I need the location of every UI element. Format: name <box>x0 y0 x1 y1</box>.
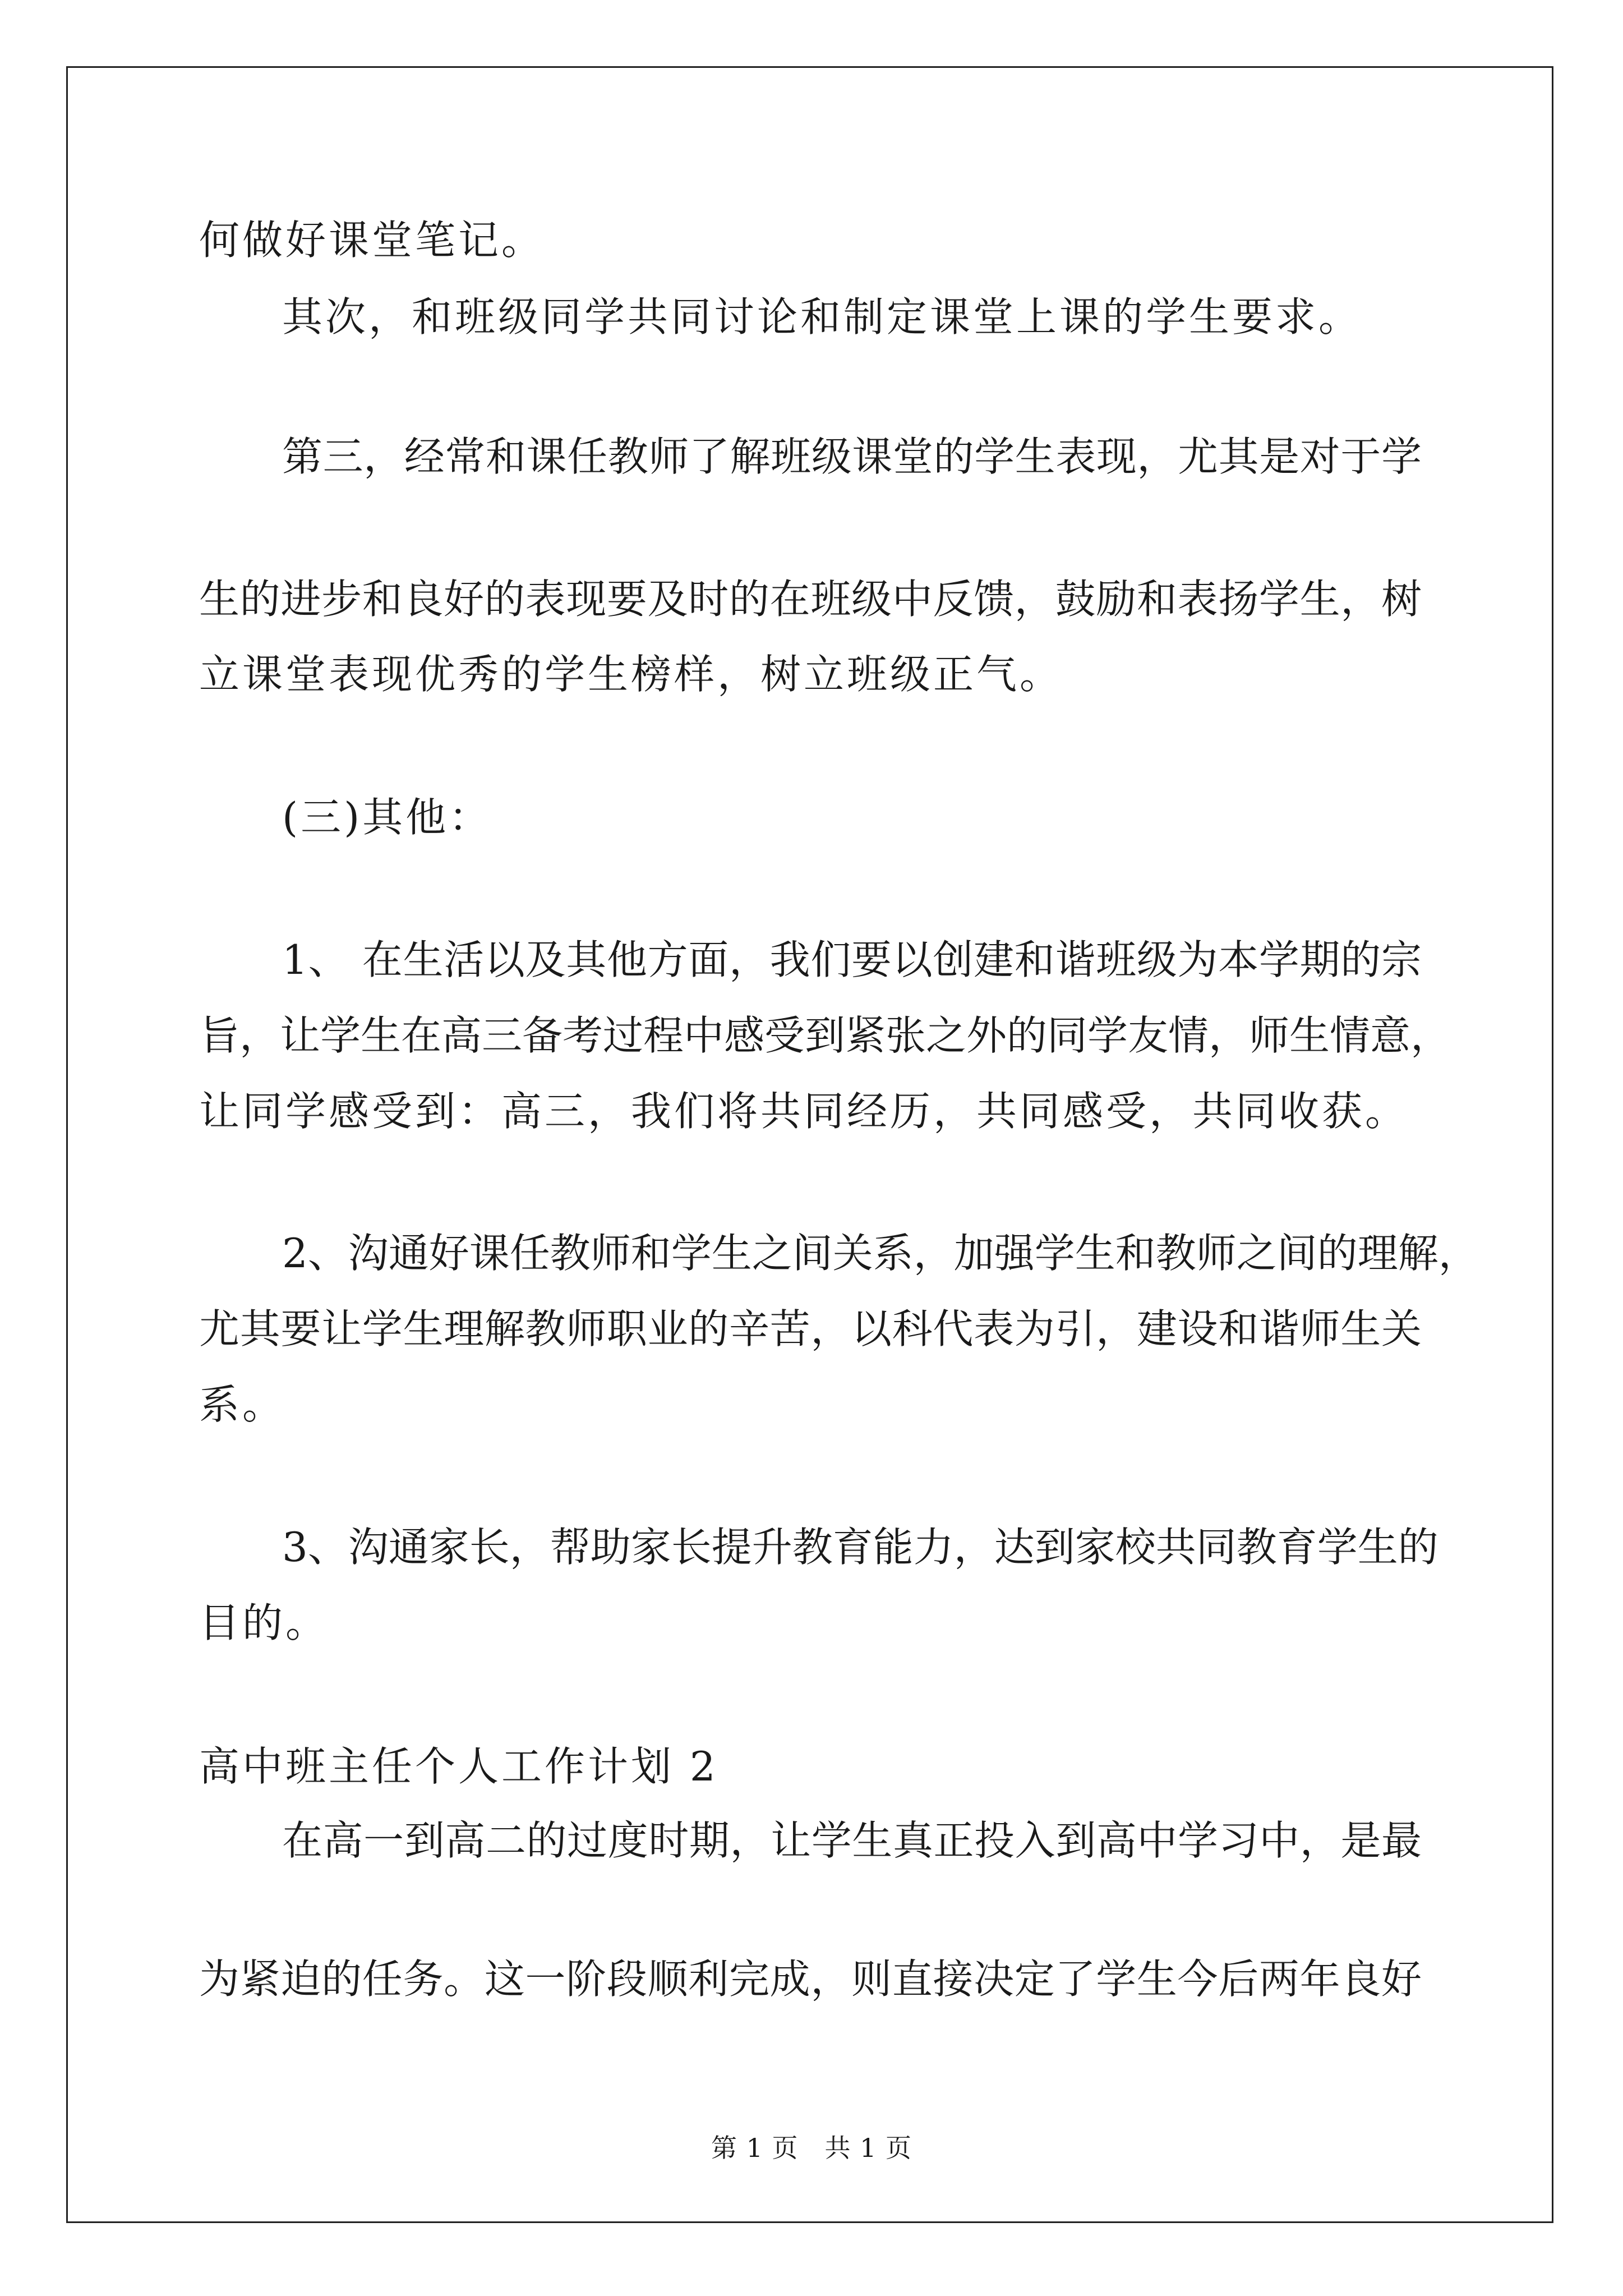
text-line: 让同学感受到：高三，我们将共同经历，共同感受，共同收获。 <box>199 1088 1409 1135</box>
text-line: 3、沟通家长，帮助家长提升教育能力，达到家校共同教育学生的 <box>282 1524 1438 1571</box>
text-line: 尤其要让学生理解教师职业的辛苦，以科代表为引，建设和谐师生关 <box>199 1305 1422 1352</box>
text-line: 立课堂表现优秀的学生榜样，树立班级正气。 <box>199 651 1063 698</box>
text-line: 其次，和班级同学共同讨论和制定课堂上课的学生要求。 <box>282 293 1362 341</box>
text-line: 为紧迫的任务。这一阶段顺利完成，则直接决定了学生今后两年良好 <box>199 1955 1422 2003</box>
text-line: 第三，经常和课任教师了解班级课堂的学生表现，尤其是对于学 <box>282 433 1422 480</box>
text-line: 2、沟通好课任教师和学生之间关系，加强学生和教师之间的理解， <box>282 1230 1479 1277</box>
page-border <box>66 66 1553 2223</box>
text-line: 在高一到高二的过度时期，让学生真正投入到高中学习中，是最 <box>282 1817 1422 1864</box>
section-heading: 高中班主任个人工作计划 2 <box>199 1743 718 1790</box>
text-line: 生的进步和良好的表现要及时的在班级中反馈，鼓励和表扬学生，树 <box>199 576 1422 623</box>
page-number-footer: 第 1 页 共 1 页 <box>711 2133 912 2163</box>
text-line: 旨，让学生在高三备考过程中感受到紧张之外的同学友情，师生情意， <box>199 1012 1451 1059</box>
text-line: 目的。 <box>199 1599 329 1646</box>
text-line: 何做好课堂笔记。 <box>199 217 545 264</box>
text-line: (三)其他： <box>282 794 492 841</box>
text-line: 1、 在生活以及其他方面，我们要以创建和谐班级为本学期的宗 <box>282 936 1422 983</box>
text-line: 系。 <box>199 1381 286 1428</box>
